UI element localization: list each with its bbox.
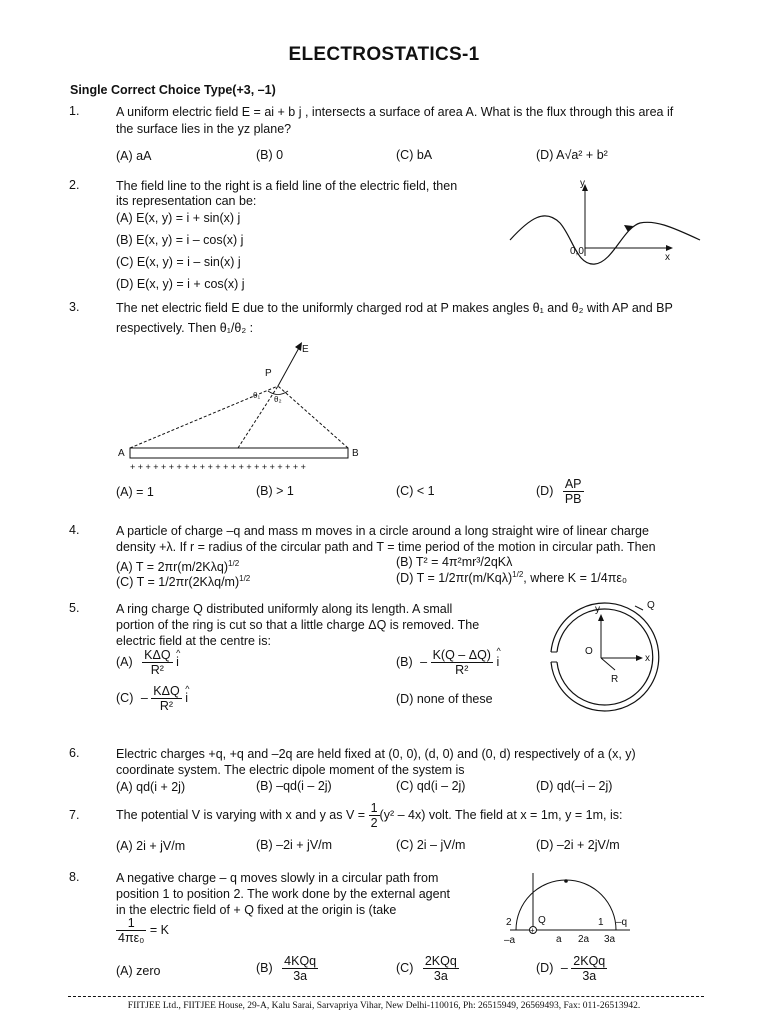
q3-rod [130, 448, 348, 458]
footer-divider [68, 996, 704, 997]
q8-text-2: position 1 to position 2. The work done by the external agent [116, 887, 451, 901]
q4-option-b[interactable]: (B) T² = 4π²mr³/2qKλ [396, 555, 513, 569]
q3-label-p: P [265, 368, 272, 379]
q3-option-d-label: (D) [536, 483, 554, 498]
q8-option-c[interactable]: (C) $\frac{\text{2KQq}}{3a}$ [396, 954, 457, 983]
q7-option-b[interactable]: (B) –2i + jV/m [256, 838, 333, 852]
q8-label-q: Q [538, 915, 546, 926]
q8-label-2: 2 [506, 917, 512, 928]
q2-label-x: x [665, 252, 670, 263]
section-heading: Single Correct Choice Type(+3, –1) [70, 83, 276, 97]
q3-field-arrow [278, 346, 300, 386]
q6-option-b[interactable]: (B) –qd(i – 2j) [256, 779, 332, 793]
q5-option-c[interactable]: (C) – $\frac{\text{KΔQ}}{\text{R²}}$ ^ i [116, 684, 188, 713]
q5-number: 5. [69, 601, 80, 615]
q5-text-1: A ring charge Q distributed uniformly along its length. A small [116, 602, 453, 616]
q5-radius [601, 658, 615, 670]
q2-number: 2. [69, 178, 80, 192]
q8-label-3a: 3a [604, 934, 616, 945]
q3-label-a: A [118, 448, 125, 459]
q3-text-1: The net electric field E due to the uniformly charged rod at P makes angles θ₁ and θ₂ with AP and BP [116, 301, 673, 315]
q6-option-d[interactable]: (D) qd(–i – 2j) [536, 779, 613, 793]
q5-option-a[interactable]: (A) $\frac{\text{KΔQ}}{\text{R²}}$ ^ i [116, 648, 179, 677]
q1-option-b[interactable]: (B) 0 [256, 148, 284, 162]
q4-option-a[interactable]: (A) $T = 2\pi r(m/2K\lambda q)^{1/2}$ [116, 559, 240, 575]
q3-label-b: B [352, 448, 359, 459]
q8-k-definition: $\frac{1}{\text{4πε₀}}$ = K [118, 916, 169, 945]
q8-label-1: 1 [598, 917, 604, 928]
q8-number: 8. [69, 870, 80, 884]
q6-text-2: coordinate system. The electric dipole moment of the system is [116, 763, 465, 777]
q8-text-1: A negative charge – q moves slowly in a circular path from [116, 871, 439, 885]
q2-label-origin: 0,0 [570, 246, 584, 257]
q3-label-theta2: θ₂ [274, 395, 282, 404]
q2-text-2: its representation can be: [116, 194, 257, 208]
q3-label-theta1: θ₁ [253, 391, 261, 400]
q5-label-r: R [611, 674, 619, 685]
q2-text-1: The field line to the right is a field line of the electric field, then [116, 179, 458, 193]
q5-option-d[interactable]: (D) none of these [396, 692, 493, 706]
q8-label-minus-q: –q [616, 917, 628, 928]
footer-address: FIITJEE Ltd., FIITJEE House, 29-A, Kalu Sarai, Sarvapriya Vihar, New Delhi-110016, Ph: 26515949, 26569493, Fax: 011-26513942. [127, 1001, 641, 1011]
q6-text-1: Electric charges +q, +q and –2q are held fixed at (0, 0), (d, 0) and (0, d) respectively of a (x, y) [116, 747, 636, 761]
q3-charges: + + + + + + + + + + + + + + + + + + + + + + + [130, 462, 306, 472]
q4-number: 4. [69, 523, 80, 537]
q3-option-b[interactable]: (B) > 1 [256, 484, 294, 498]
q1-option-c[interactable]: (C) bA [396, 148, 433, 162]
svg-text:+: + [530, 926, 535, 935]
q1-number: 1. [69, 104, 80, 118]
q3-option-d-fraction: $\frac{AP}{PB}$ [564, 477, 582, 506]
q2-option-b[interactable]: (B) E(x, y) = i – cos(x) j [116, 233, 244, 247]
q8-circular-path-diagram [500, 868, 640, 948]
q5-label-y: y [595, 604, 600, 615]
q3-number: 3. [69, 300, 80, 314]
q6-option-c[interactable]: (C) qd(i – 2j) [396, 779, 466, 793]
q5-option-b[interactable]: (B) – $\frac{K(Q - \Delta Q)}{\text{R²}}$ ^ i [396, 648, 499, 677]
q1-option-d[interactable]: (D) A√a² + b² [536, 148, 608, 162]
q6-number: 6. [69, 746, 80, 760]
q1-text-2: the surface lies in the yz plane? [116, 122, 292, 136]
q7-text: The potential V is varying with x and y as V = $\frac{1}{2}$ (y² – 4x) volt. The field at x = 1m, y = 1m, is: [116, 801, 623, 830]
q7-option-d[interactable]: (D) –2i + 2jV/m [536, 838, 620, 852]
q3-label-e: E [302, 344, 309, 355]
page-title: ELECTROSTATICS-1 [288, 44, 480, 65]
q5-ring-outer [551, 603, 659, 711]
q6-option-a[interactable]: (A) qd(i + 2j) [116, 780, 186, 794]
q3-text-2: respectively. Then θ₁/θ₂ : [116, 321, 254, 335]
q2-option-d[interactable]: (D) E(x, y) = i + cos(x) j [116, 277, 245, 291]
q5-label-o: O [585, 646, 593, 657]
q3-option-c[interactable]: (C) < 1 [396, 484, 435, 498]
q3-option-d[interactable] [536, 477, 584, 506]
q3-line-bp [278, 386, 348, 448]
q8-option-b[interactable]: (B) $\frac{\text{4KQq}}{3a}$ [256, 954, 317, 983]
q7-number: 7. [69, 808, 80, 822]
q7-option-a[interactable]: (A) 2i + jV/m [116, 839, 186, 853]
q8-text-3: in the electric field of + Q fixed at the origin is (take [116, 903, 397, 917]
q8-label-minus-a: –a [504, 935, 516, 946]
q4-option-c[interactable]: (C) $T = 1/2\pi r(2K\lambda q/m)^{1/2}$ [116, 574, 251, 590]
q5-label-q: Q [647, 600, 655, 611]
q5-text-2: portion of the ring is cut so that a little charge ΔQ is removed. The [116, 618, 480, 632]
q2-option-a[interactable]: (A) E(x, y) = i + sin(x) j [116, 211, 241, 225]
q3-rod-diagram [110, 336, 370, 474]
q5-label-x: x [645, 653, 650, 664]
q2-option-c[interactable]: (C) E(x, y) = i – sin(x) j [116, 255, 241, 269]
q4-text-2: density +λ. If r = radius of the circular path and T = time period of the motion in circular path. Then [116, 540, 656, 554]
q1-option-a[interactable]: (A) aA [116, 149, 152, 163]
q2-field-line-diagram [505, 178, 705, 270]
q4-option-d[interactable]: (D) $T = 1/2\pi r(m/Kq\lambda)^{1/2}$, where K = 1/4πε₀ [396, 570, 628, 586]
q7-option-c[interactable]: (C) 2i – jV/m [396, 838, 466, 852]
q2-label-y: y [580, 178, 585, 189]
q1-text-1: A uniform electric field E = ai + b j , intersects a surface of area A. What is the flux through this area if [116, 105, 674, 119]
q4-text-1: A particle of charge –q and mass m moves in a circle around a long straight wire of linear charge [116, 524, 649, 538]
q5-text-3: electric field at the centre is: [116, 634, 271, 648]
q8-label-a: a [556, 934, 562, 945]
q8-option-a[interactable]: (A) zero [116, 964, 161, 978]
q5-ring-diagram [535, 596, 675, 716]
q3-option-a[interactable]: (A) = 1 [116, 485, 154, 499]
q2-curve [510, 216, 700, 264]
q8-label-2a: 2a [578, 934, 590, 945]
q8-option-d[interactable]: (D) – $\frac{\text{2KQq}}{3a}$ [536, 954, 606, 983]
